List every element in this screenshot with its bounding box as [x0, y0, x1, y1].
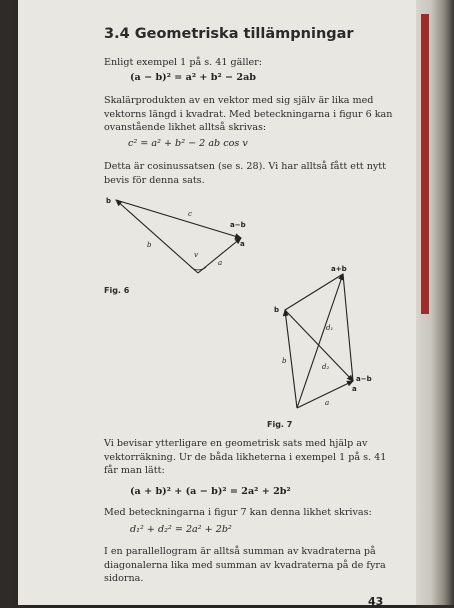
paragraph-scalar-product: Skalärprodukten av en vektor med sig själv är lika med vektorns längd i kvadrat. Med beteckningarna i figur 6 kan ovanstående likhet alltså skrivas: — [104, 95, 393, 134]
side-a-top — [285, 274, 343, 310]
label-d1: d₁ — [326, 324, 334, 332]
page-number: 43 — [368, 595, 384, 608]
paragraph-intro: Enligt exempel 1 på s. 41 gäller: — [104, 57, 263, 68]
formula-parallelogram-vectors: (a + b)² + (a − b)² = 2a² + 2b² — [130, 486, 291, 497]
paragraph-vector-proof: Vi bevisar ytterligare en geometrisk sats med hjälp av vektorräkning. Ur de båda likheterna i exempel 1 på s. 41 får man lätt: — [104, 438, 387, 477]
spine-ribbon — [421, 14, 429, 314]
label-a-vector: a — [352, 385, 357, 393]
formula-parallelogram-law: d₁² + d₂² = 2a² + 2b² — [130, 524, 232, 535]
figure-7-caption: Fig. 7 — [267, 420, 293, 429]
label-c: c — [188, 210, 192, 218]
diagonal-a-minus-b — [285, 310, 353, 381]
side-b-right — [343, 274, 353, 381]
figure-6-diagram — [100, 190, 260, 290]
label-a-minus-b: a−b — [356, 375, 372, 383]
label-b-vector: b — [106, 197, 112, 205]
label-a-vector: a — [240, 240, 245, 248]
label-d2: d₂ — [322, 363, 330, 371]
label-v: v — [194, 251, 198, 259]
paragraph-conclusion: I en parallellogram är alltså summan av kvadraterna på diagonalerna lika med summan av kvadraterna på de fyra sidorna. — [104, 546, 386, 585]
paragraph-cosine-theorem: Detta är cosinussatsen (se s. 28). Vi har alltså fått ett nytt bevis för denna sats. — [104, 161, 387, 186]
vector-a-minus-b-line — [116, 200, 241, 238]
figure-6-caption: Fig. 6 — [104, 286, 130, 295]
paragraph-figure7-notation: Med beteckningarna i figur 7 kan denna likhet skrivas: — [104, 507, 372, 518]
vector-b-line — [116, 200, 198, 273]
figure-7-diagram — [265, 262, 385, 422]
formula-cosine-law: c² = a² + b² − 2 ab cos v — [128, 138, 248, 149]
formula-expansion: (a − b)² = a² + b² − 2ab — [130, 72, 257, 83]
side-b-left — [285, 310, 297, 408]
section-heading: 3.4 Geometriska tillämpningar — [104, 26, 354, 42]
label-b-side: b — [147, 241, 152, 249]
label-a-side: a — [325, 399, 330, 407]
label-b-side: b — [282, 357, 287, 365]
diagonal-a-plus-b — [297, 274, 343, 408]
label-b-vector: b — [274, 306, 280, 314]
label-a-plus-b: a+b — [331, 265, 347, 273]
label-a-side: a — [218, 259, 223, 267]
label-a-minus-b: a−b — [230, 221, 246, 229]
